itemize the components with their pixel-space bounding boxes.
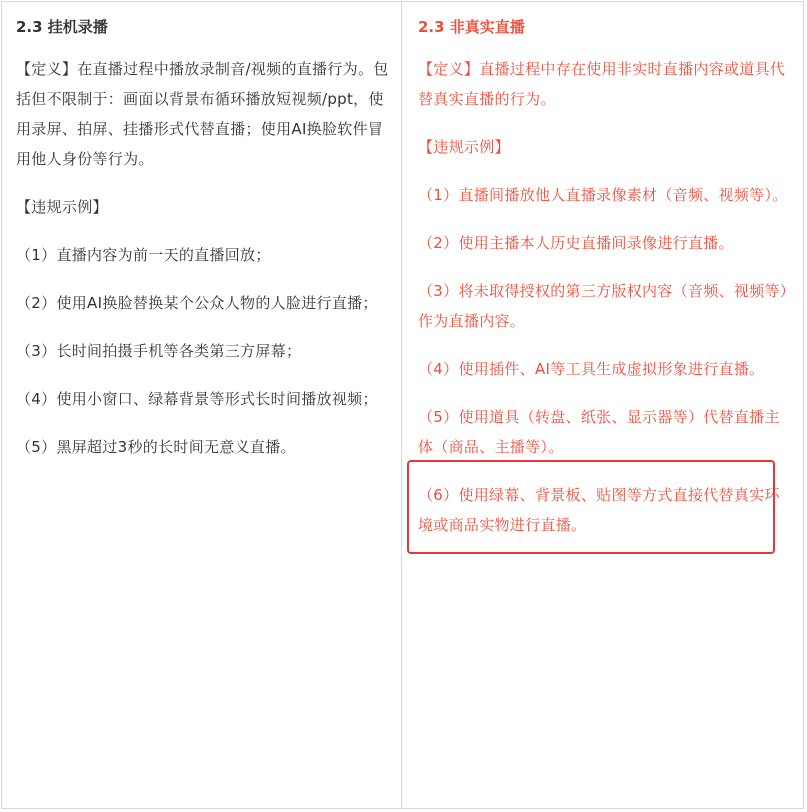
right-examples-heading: 【违规示例】 — [418, 138, 510, 156]
right-example-item: （5）使用道具（转盘、纸张、显示器等）代替直播主体（商品、主播等）。 — [418, 408, 780, 456]
right-example-item-highlighted: （4）使用插件、AI等工具生成虚拟形象进行直播。 — [418, 360, 765, 378]
right-definition: 【定义】直播过程中存在使用非实时直播内容或道具代替真实直播的行为。 — [418, 60, 786, 108]
right-column — [402, 2, 803, 808]
left-example-item: （3）长时间拍摄手机等各类第三方屏幕； — [16, 342, 302, 360]
right-title: 2.3 非真实直播 — [418, 18, 525, 36]
right-example-item: （3）将未取得授权的第三方版权内容（音频、视频等）作为直播内容。 — [418, 282, 788, 330]
left-examples-heading: 【违规示例】 — [16, 198, 108, 216]
left-definition: 【定义】在直播过程中播放录制音/视频的直播行为。包括但不限制于：画面以背景布循环播放短视频/ppt，使用录屏、拍屏、挂播形式代替直播；使用AI换脸软件冒用他人身份等行为。 — [16, 60, 389, 168]
left-example-item: （4）使用小窗口、绿幕背景等形式长时间播放视频； — [16, 390, 378, 408]
left-example-item: （1）直播内容为前一天的直播回放； — [16, 246, 271, 264]
left-example-item: （2）使用AI换脸替换某个公众人物的人脸进行直播； — [16, 294, 378, 312]
right-example-item: （6）使用绿幕、背景板、贴图等方式直接代替真实环境或商品实物进行直播。 — [418, 486, 780, 534]
comparison-table — [1, 1, 804, 809]
right-example-item: （1）直播间播放他人直播录像素材（音频、视频等）。 — [418, 186, 788, 204]
left-title: 2.3 挂机录播 — [16, 18, 108, 36]
left-column — [2, 2, 402, 808]
right-example-item: （2）使用主播本人历史直播间录像进行直播。 — [418, 234, 734, 252]
left-example-item: （5）黑屏超过3秒的长时间无意义直播。 — [16, 438, 296, 456]
